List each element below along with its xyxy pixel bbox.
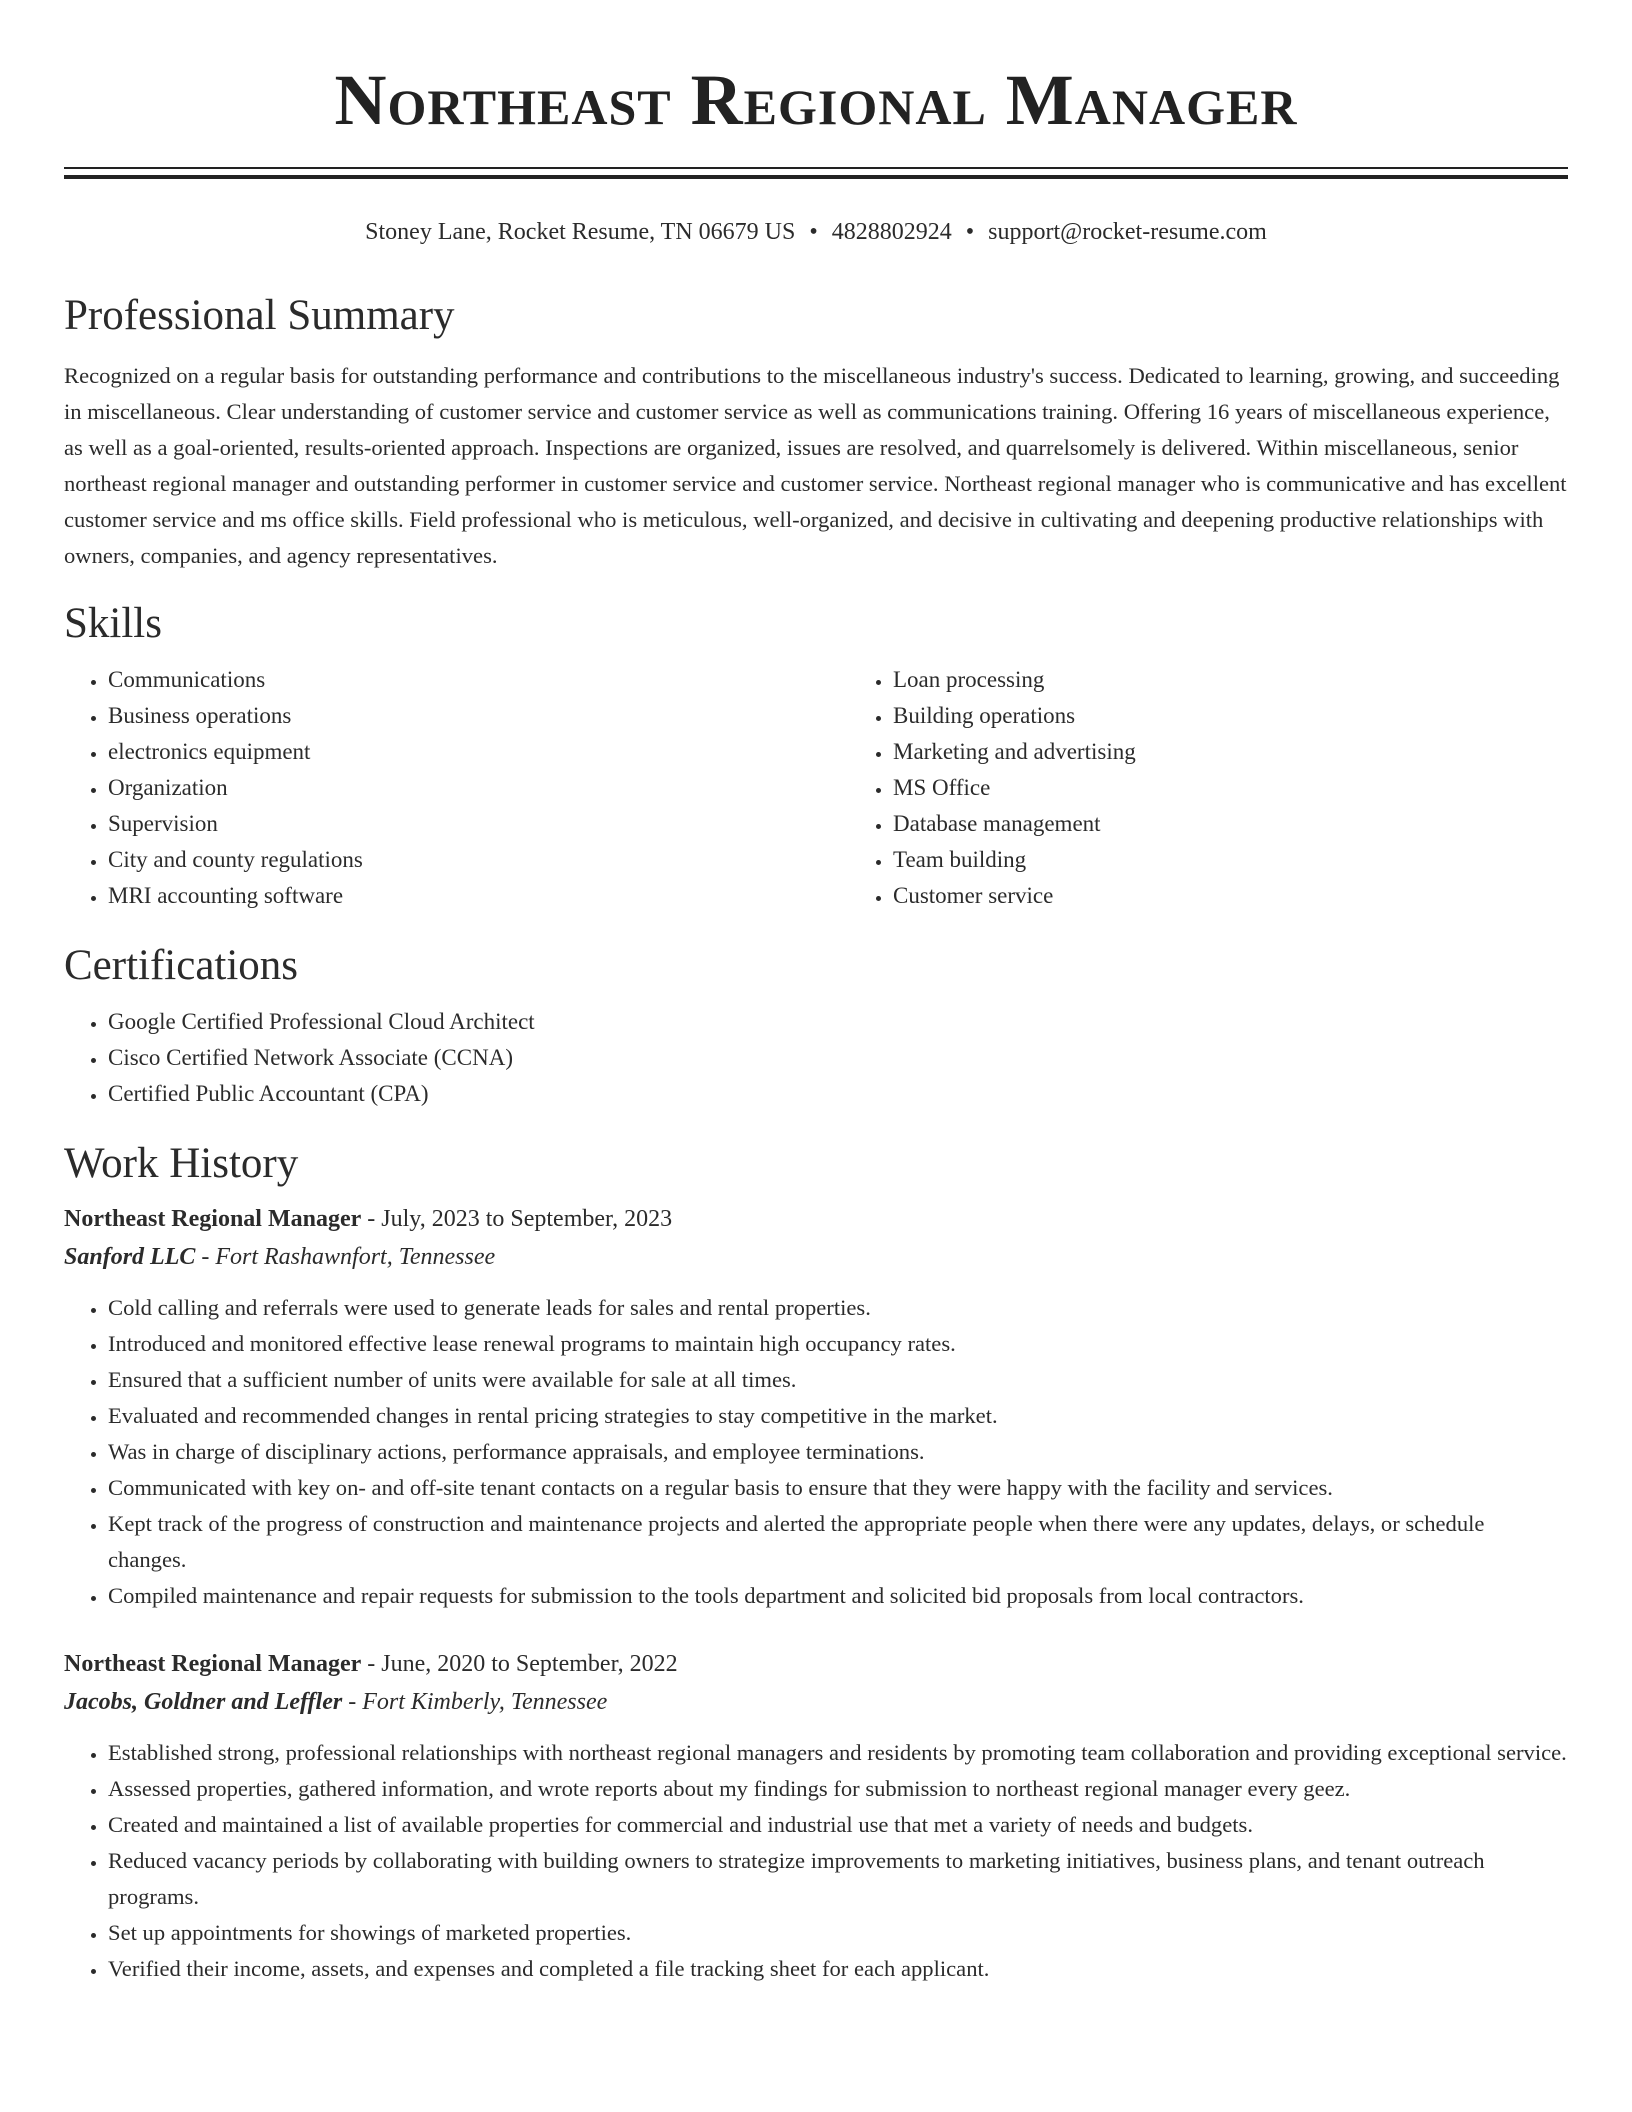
skill-item: • Building operations [893, 698, 1136, 734]
skills-list-right [849, 662, 1136, 914]
job-location: - Fort Rashawnfort, Tennessee [201, 1244, 496, 1270]
skill-item: • electronics equipment [108, 734, 849, 770]
skill-item: • City and county regulations [108, 842, 849, 878]
skill-item: • MS Office [893, 770, 1136, 806]
contact-phone: 4828802924 [831, 219, 952, 245]
certification-item: • Certified Public Accountant (CPA) [108, 1076, 1568, 1112]
certification-item: • Google Certified Professional Cloud Architect [108, 1004, 1568, 1040]
job-bullet: • Was in charge of disciplinary actions, performance appraisals, and employee terminations. [108, 1434, 1568, 1470]
skill-item: • Team building [893, 842, 1136, 878]
job-title: Northeast Regional Manager [64, 1206, 362, 1232]
summary-heading: Professional Summary [64, 292, 455, 339]
job-bullets [64, 1735, 1568, 1987]
certifications-heading: Certifications [64, 942, 299, 989]
work-history-heading: Work History [64, 1140, 299, 1187]
job-location: - Fort Kimberly, Tennessee [348, 1689, 608, 1715]
job-bullet: • Ensured that a sufficient number of units were available for sale at all times. [108, 1362, 1568, 1398]
skill-item: • Loan processing [893, 662, 1136, 698]
skill-item: • Business operations [108, 698, 849, 734]
job-bullets [64, 1290, 1568, 1614]
job-bullet: • Established strong, professional relationships with northeast regional managers and residents by promoting team collaboration and providing exceptional service. [108, 1735, 1568, 1771]
job-bullet: • Created and maintained a list of available properties for commercial and industrial use that met a variety of needs and budgets. [108, 1807, 1568, 1843]
job-bullet: • Reduced vacancy periods by collaborating with building owners to strategize improvements to marketing initiatives, business plans, and tenant outreach programs. [108, 1843, 1568, 1915]
divider-thin [64, 167, 1568, 169]
certification-item: • Cisco Certified Network Associate (CCNA) [108, 1040, 1568, 1076]
contact-email: support@rocket-resume.com [988, 219, 1267, 245]
job-entry [64, 1645, 1568, 1987]
job-employer [64, 1238, 1568, 1276]
skill-item: • Marketing and advertising [893, 734, 1136, 770]
job-bullet: • Evaluated and recommended changes in rental pricing strategies to stay competitive in the market. [108, 1398, 1568, 1434]
job-employer [64, 1683, 1568, 1721]
job-bullet: • Kept track of the progress of construction and maintenance projects and alerted the appropriate people when there were any updates, delays, or schedule changes. [108, 1506, 1568, 1578]
skill-item: • Database management [893, 806, 1136, 842]
job-header [64, 1200, 1568, 1238]
contact-separator: • [809, 219, 818, 245]
job-bullet: • Cold calling and referrals were used to generate leads for sales and rental properties. [108, 1290, 1568, 1326]
job-bullet: • Compiled maintenance and repair requests for submission to the tools department and solicited bid proposals from local contractors. [108, 1578, 1568, 1614]
contact-separator: • [965, 219, 975, 245]
job-company: Jacobs, Goldner and Leffler [64, 1689, 343, 1715]
job-entry [64, 1200, 1568, 1614]
resume-title: Northeast Regional Manager [334, 60, 1298, 140]
skill-item: • Organization [108, 770, 849, 806]
job-bullet: • Verified their income, assets, and expenses and completed a file tracking sheet for each applicant. [108, 1951, 1568, 1987]
certifications-list [64, 1004, 1568, 1112]
job-dates: - July, 2023 to September, 2023 [367, 1206, 673, 1232]
job-company: Sanford LLC [64, 1244, 196, 1270]
job-bullet: • Set up appointments for showings of marketed properties. [108, 1915, 1568, 1951]
title-divider [64, 167, 1568, 179]
skills-columns [64, 662, 1568, 914]
skills-heading: Skills [64, 600, 162, 647]
summary-text: Recognized on a regular basis for outstanding performance and contributions to the miscellaneous industry's success. Dedicated to learning, growing, and succeeding in miscellaneous. Clear understanding of customer service and customer service as well as communications training. Offering 16 years of miscellaneous experience, as well as a goal-oriented, results-oriented approach. Inspections are organized, issues are resolved, and quarrelsomely is delivered. Within miscellaneous, senior northeast regional manager and outstanding performer in customer service and customer service. Northeast regional manager who is communicative and has excellent customer service and ms office skills. Field professional who is meticulous, well-organized, and decisive in cultivating and deepening productive relationships with owners, companies, and agency representatives. [64, 363, 1567, 568]
contact-line [64, 216, 1568, 248]
job-header [64, 1645, 1568, 1683]
job-bullet: • Assessed properties, gathered information, and wrote reports about my findings for submission to northeast regional manager every geez. [108, 1771, 1568, 1807]
skill-item: • Supervision [108, 806, 849, 842]
job-title: Northeast Regional Manager [64, 1651, 362, 1677]
skill-item: • Communications [108, 662, 849, 698]
job-bullet: • Communicated with key on- and off-site tenant contacts on a regular basis to ensure that they were happy with the facility and services. [108, 1470, 1568, 1506]
job-bullet: • Introduced and monitored effective lease renewal programs to maintain high occupancy rates. [108, 1326, 1568, 1362]
skill-item: • MRI accounting software [108, 878, 849, 914]
job-dates: - June, 2020 to September, 2022 [367, 1651, 678, 1677]
skills-list-left [64, 662, 849, 914]
contact-address: Stoney Lane, Rocket Resume, TN 06679 US [365, 219, 796, 245]
divider-thick [64, 175, 1568, 179]
skill-item: • Customer service [893, 878, 1136, 914]
